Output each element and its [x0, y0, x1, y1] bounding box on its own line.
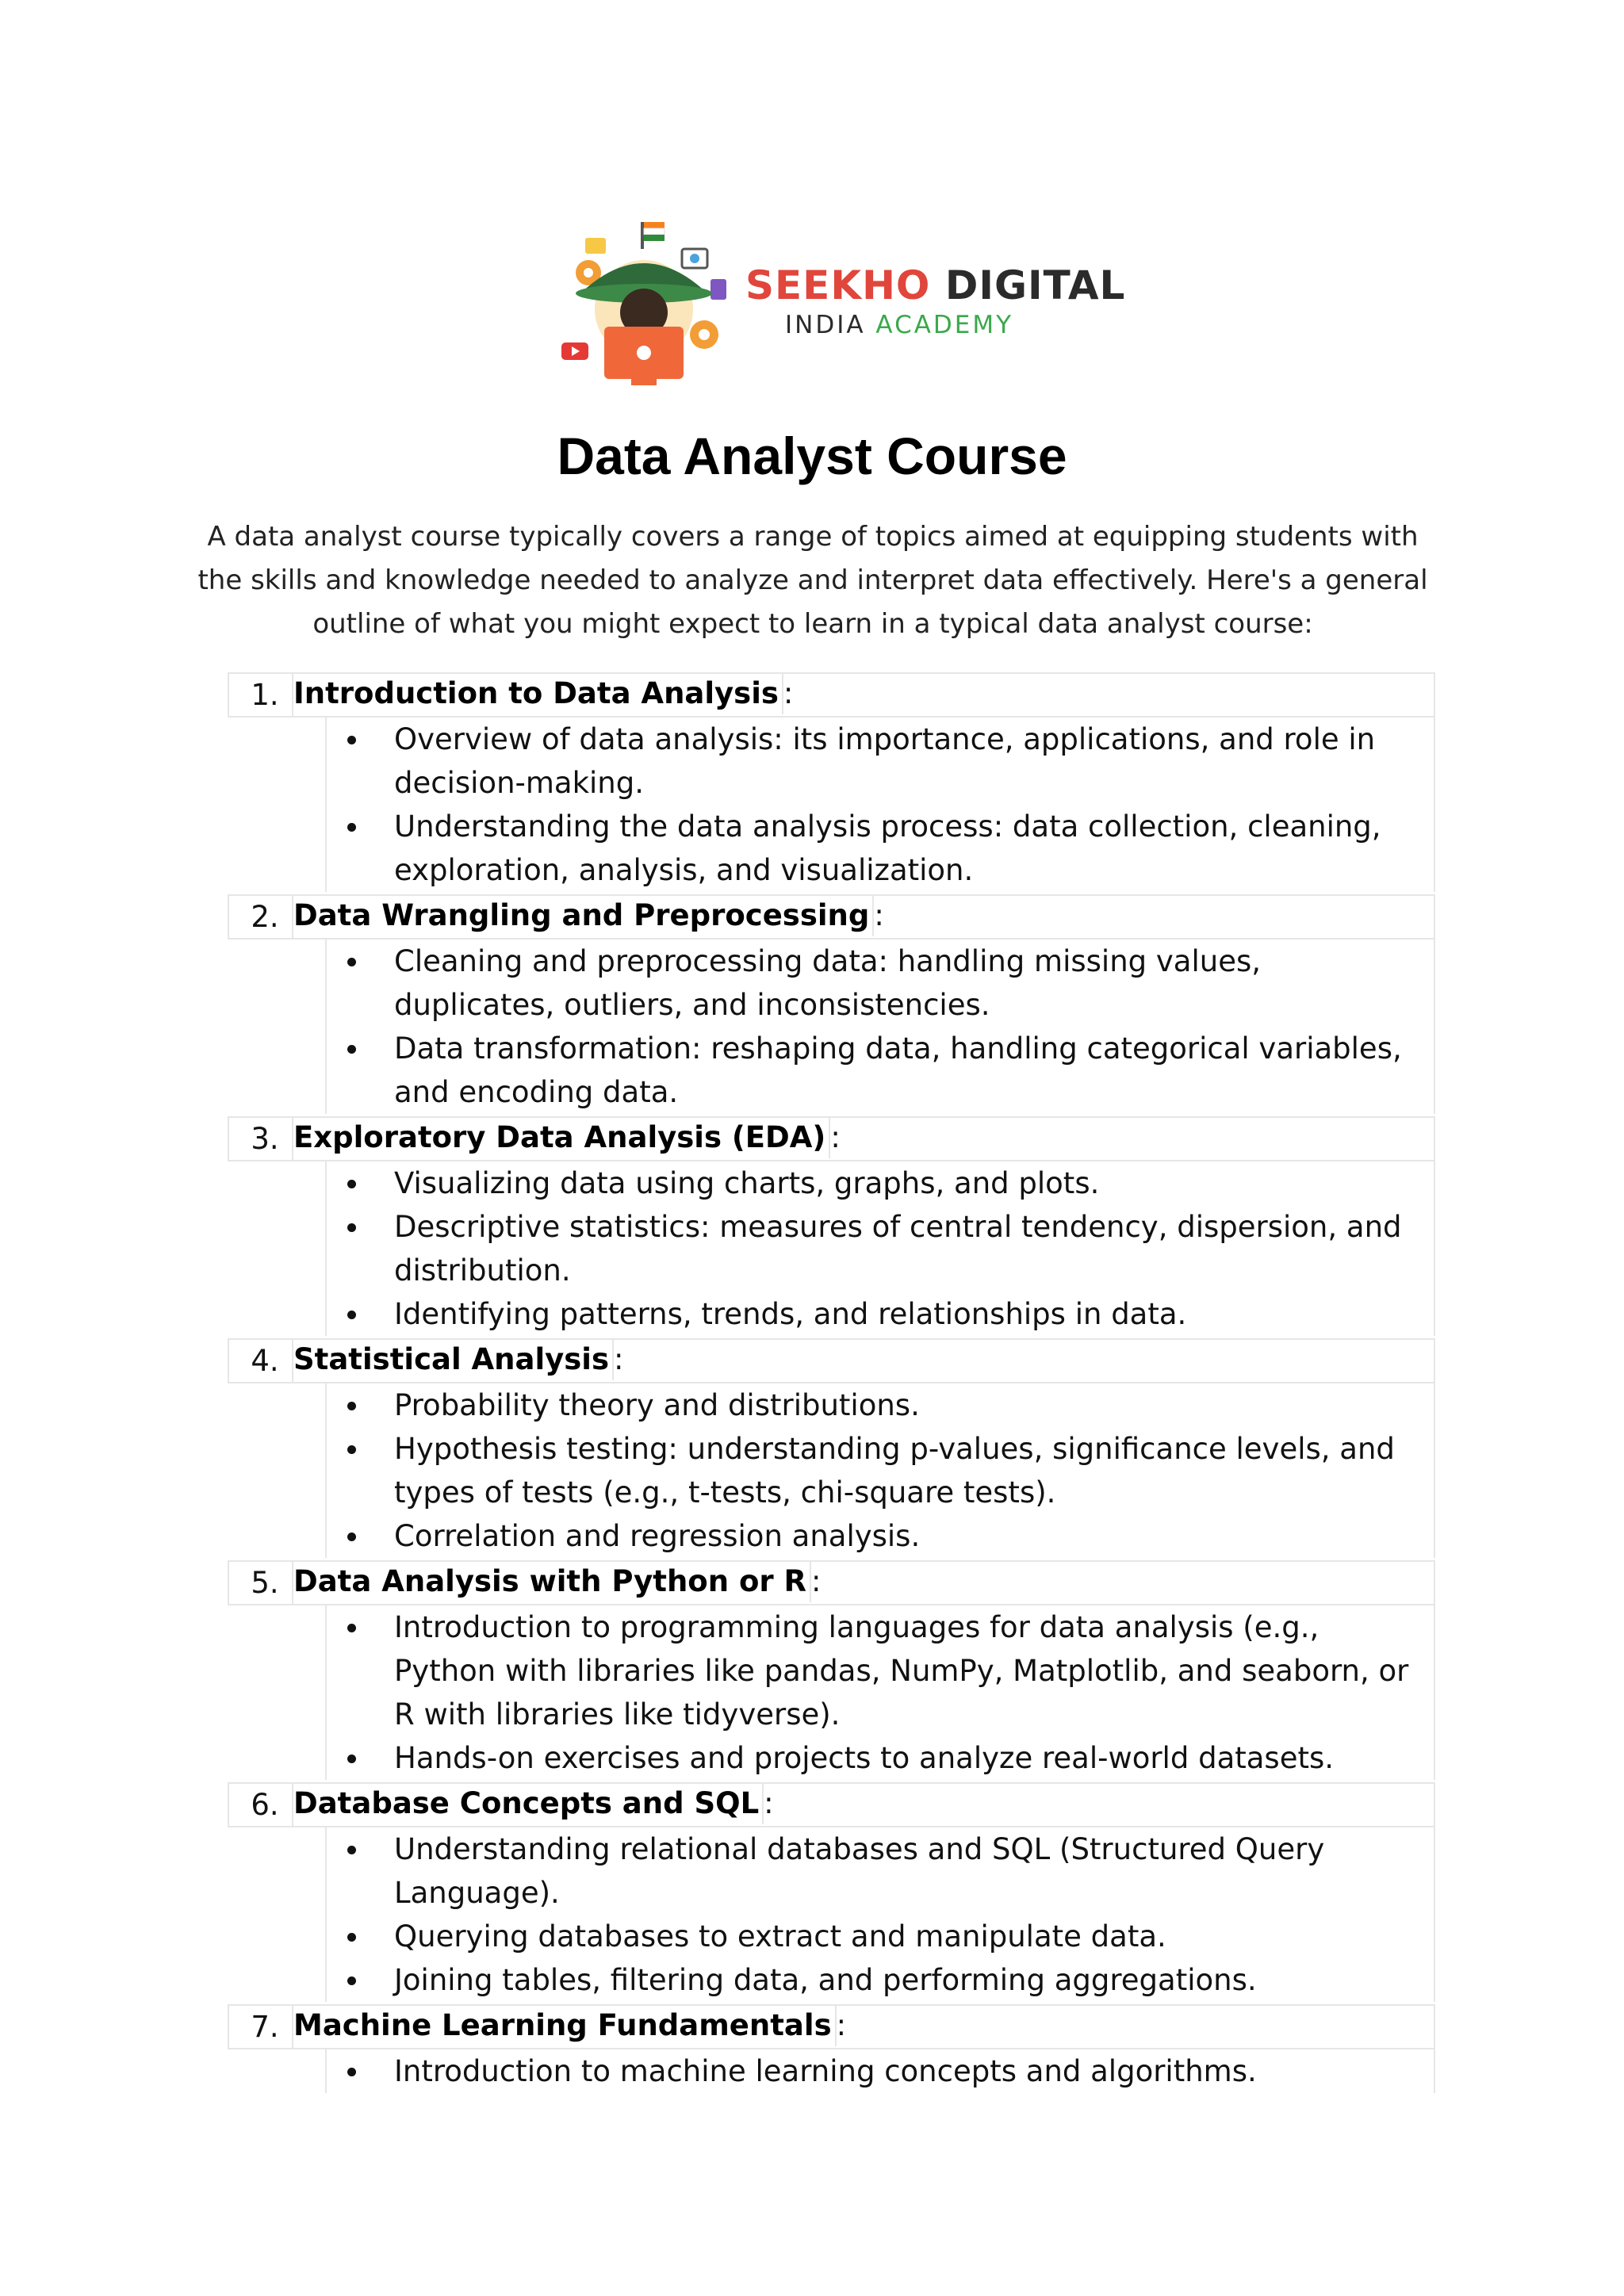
- topic-heading: [293, 1782, 774, 1827]
- bullet-item: [327, 1605, 1434, 1736]
- topic-colon: :: [810, 1564, 822, 1598]
- bullet-item: [327, 1736, 1434, 1780]
- bullet-dot-icon: [347, 1402, 356, 1410]
- topic-number-cell: [228, 894, 293, 939]
- bullet-text: Data transformation: reshaping data, handling categorical variables, and encoding data.: [394, 1031, 1402, 1109]
- topic-title: Exploratory Data Analysis (EDA): [293, 1116, 830, 1158]
- topic-colon: :: [783, 676, 794, 710]
- topic-bullet-list: [325, 1827, 1435, 2002]
- tagline-word-academy: ACADEMY: [875, 311, 1014, 339]
- bullet-text: Identifying patterns, trends, and relationships in data.: [394, 1297, 1187, 1331]
- topic-number-cell: [228, 2004, 293, 2049]
- topic-colon: :: [874, 898, 884, 932]
- bullet-dot-icon: [347, 1846, 356, 1854]
- outline-topic-row: [228, 894, 1435, 939]
- bullet-dot-icon: [347, 1223, 356, 1232]
- bullet-dot-icon: [347, 1311, 356, 1319]
- bullet-dot-icon: [347, 736, 356, 744]
- bullet-item: [327, 718, 1434, 805]
- bullet-dot-icon: [347, 1533, 356, 1541]
- bullet-item: [327, 1205, 1434, 1292]
- topic-number: 5.: [251, 1566, 279, 1600]
- bullet-dot-icon: [347, 1976, 356, 1985]
- bullet-dot-icon: [347, 823, 356, 832]
- topic-number: 2.: [251, 900, 279, 934]
- bullet-item: [327, 1383, 1434, 1427]
- topic-number: 3.: [251, 1122, 279, 1156]
- topic-title: Database Concepts and SQL: [293, 1782, 764, 1824]
- bullet-item: [327, 939, 1434, 1027]
- intro-paragraph: A data analyst course typically covers a range of topics aimed at equipping students with the skills and knowledge needed to analyze and interpret data effectively. Here's a general outline of what you might expect to learn in a typical data analyst course:: [197, 521, 1428, 640]
- topic-number-cell: [228, 1782, 293, 1827]
- outline-topic-row: [228, 1560, 1435, 1605]
- topic-number: 1.: [251, 678, 279, 712]
- bullet-text: Introduction to programming languages for data analysis (e.g., Python with libraries like pandas, NumPy, Matplotlib, and seaborn, or R with libraries like tidyverse).: [394, 1610, 1409, 1732]
- bullet-text: Introduction to machine learning concepts and algorithms.: [394, 2054, 1257, 2088]
- topic-title: Introduction to Data Analysis: [293, 672, 783, 714]
- bullet-item: [327, 805, 1434, 892]
- bullet-dot-icon: [347, 1180, 356, 1188]
- topic-bullet-list: [325, 1383, 1435, 1558]
- bullet-text: Cleaning and preprocessing data: handling missing values, duplicates, outliers, and inconsistencies.: [394, 944, 1261, 1022]
- bullet-dot-icon: [347, 1445, 356, 1454]
- bullet-item: [327, 1958, 1434, 2002]
- bullet-text: Understanding relational databases and SQL (Structured Query Language).: [394, 1832, 1325, 1910]
- topic-colon: :: [764, 1786, 774, 1820]
- topic-number-cell: [228, 1116, 293, 1161]
- bullet-text: Hands-on exercises and projects to analyze real-world datasets.: [394, 1741, 1335, 1775]
- topic-bullet-list: [325, 939, 1435, 1114]
- topic-heading: [293, 1338, 623, 1383]
- bullet-dot-icon: [347, 1624, 356, 1632]
- bullet-item: [327, 1915, 1434, 1958]
- outline-topic-row: [228, 1782, 1435, 1827]
- bullet-dot-icon: [347, 1755, 356, 1763]
- brand-word-seekho: SEEKHO: [745, 262, 931, 308]
- topic-number: 6.: [251, 1788, 279, 1822]
- bullet-text: Overview of data analysis: its importance, applications, and role in decision-making.: [394, 722, 1376, 800]
- topic-bullet-list: [325, 718, 1435, 892]
- bullet-item: [327, 2049, 1434, 2093]
- bullet-item: [327, 1827, 1434, 1915]
- tagline-word-india: INDIA: [785, 311, 866, 339]
- topic-title: Data Analysis with Python or R: [293, 1560, 811, 1602]
- bullet-dot-icon: [347, 2068, 356, 2076]
- outline-topic-row: [228, 1338, 1435, 1383]
- bullet-dot-icon: [347, 1933, 356, 1942]
- bullet-text: Descriptive statistics: measures of central tendency, dispersion, and distribution.: [394, 1210, 1402, 1288]
- bullet-dot-icon: [347, 958, 356, 966]
- topic-colon: :: [614, 1342, 624, 1376]
- bullet-text: Probability theory and distributions.: [394, 1388, 920, 1422]
- outline-topic-row: [228, 1116, 1435, 1161]
- topic-title: Machine Learning Fundamentals: [293, 2004, 837, 2046]
- bullet-text: Correlation and regression analysis.: [394, 1519, 921, 1553]
- bullet-text: Joining tables, filtering data, and performing aggregations.: [394, 1963, 1257, 1997]
- topic-title: Data Wrangling and Preprocessing: [293, 894, 874, 936]
- bullet-item: [327, 1427, 1434, 1514]
- topic-heading: [293, 672, 793, 718]
- topic-heading: [293, 894, 884, 939]
- bullet-text: Understanding the data analysis process: data collection, cleaning, exploration, analysis, and visualization.: [394, 809, 1381, 887]
- topic-number-cell: [228, 1338, 293, 1383]
- bullet-text: Hypothesis testing: understanding p-values, significance levels, and types of tests (e.g., t-tests, chi-square tests).: [394, 1432, 1395, 1510]
- topic-number: 4.: [251, 1344, 279, 1378]
- document-title: Data Analyst Course: [557, 427, 1067, 485]
- bullet-item: [327, 1027, 1434, 1114]
- brand-word-digital: DIGITAL: [944, 262, 1126, 308]
- topic-number: 7.: [251, 2010, 279, 2044]
- topic-colon: :: [830, 1120, 841, 1154]
- bullet-item: [327, 1514, 1434, 1558]
- bullet-text: Visualizing data using charts, graphs, and plots.: [394, 1166, 1100, 1200]
- topic-number-cell: [228, 1560, 293, 1605]
- bullet-text: Querying databases to extract and manipulate data.: [394, 1919, 1166, 1954]
- bullet-item: [327, 1161, 1434, 1205]
- bullet-item: [327, 1292, 1434, 1336]
- topic-bullet-list: [325, 1161, 1435, 1336]
- outline-topic-row: [228, 672, 1435, 718]
- topic-bullet-list: [325, 1605, 1435, 1780]
- topic-colon: :: [836, 2008, 847, 2042]
- topic-heading: [293, 1560, 821, 1605]
- topic-title: Statistical Analysis: [293, 1338, 614, 1380]
- outline-topic-row: [228, 2004, 1435, 2049]
- topic-heading: [293, 2004, 846, 2049]
- topic-number-cell: [228, 672, 293, 718]
- bullet-dot-icon: [347, 1045, 356, 1054]
- topic-heading: [293, 1116, 841, 1161]
- topic-bullet-list: [325, 2049, 1435, 2093]
